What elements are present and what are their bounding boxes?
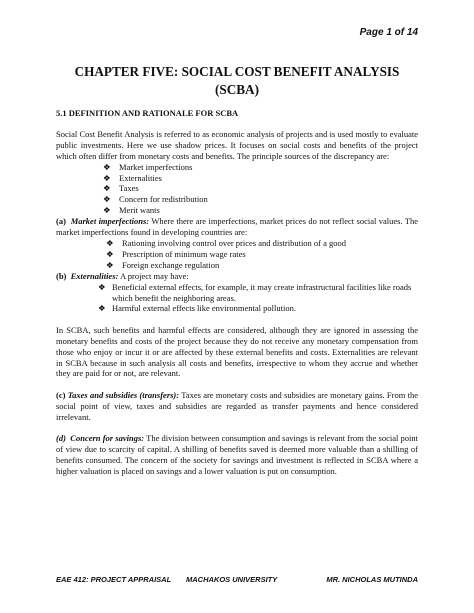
footer-course: EAE 412: PROJECT APPRAISAL [56, 575, 172, 584]
scba-externalities-paragraph: In SCBA, such benefits and harmful effects are considered, although they are ignored in assessing the monetary benefits and costs of the project because they do not receive any monetary compensation from those who enjoy or incur it or are affected by these external benefits and costs. Externalities are relevant in SCBA because in such analysis all costs and benefits, irrespective to whom they accrue and whether they are paid for or not, are relevant. [56, 324, 418, 379]
externalities-list [98, 282, 418, 315]
intro-paragraph: Social Cost Benefit Analysis is referred to as economic analysis of projects and is used mostly to evaluate public investments. Here we use shadow prices. It focuses on social costs and benefits of the project which often differ from monetary costs and benefits. The principle sources of the discrepancy are: [56, 128, 418, 161]
chapter-title-line-1: CHAPTER FIVE: SOCIAL COST BENEFIT ANALYSIS [74, 64, 400, 79]
list-item: ❖ Harmful external effects like environmental pollution. [98, 303, 296, 314]
diamond-bullet-icon: ❖ [103, 161, 111, 172]
savings-label: (d) [56, 433, 66, 444]
sources-list [103, 162, 418, 217]
diamond-bullet-icon: ❖ [103, 172, 111, 183]
document-body [56, 108, 418, 477]
savings-paragraph: (d) Concern for savings: The division between consumption and savings is relevant from the social point of view due to scarcity of capital. A shilling of benefits saved is deemed more valuable than a shilling of benefits consumed. The concern of the society for savings and investment is reflected in SCBA where a higher valuation is placed on savings and a lower valuation is put on consumption. [56, 433, 418, 476]
diamond-bullet-icon: ❖ [106, 259, 114, 270]
list-item: ❖ Taxes [103, 183, 139, 194]
diamond-bullet-icon: ❖ [103, 183, 111, 194]
chapter-title-line-2: (SCBA) [215, 81, 259, 97]
list-item: ❖ Prescription of minimum wage rates [106, 248, 246, 259]
savings-title: Concern for savings: [70, 433, 145, 444]
market-imperfections-title: Market imperfections: [70, 216, 150, 227]
footer-university: MACHAKOS UNIVERSITY [186, 575, 278, 584]
list-item: ❖ Concern for redistribution [103, 194, 208, 205]
list-item: ❖ Foreign exchange regulation [106, 259, 220, 270]
diamond-bullet-icon: ❖ [106, 248, 114, 259]
list-item: ❖ Merit wants [103, 205, 160, 216]
externalities-title: Externalities: [70, 270, 119, 281]
list-item: ❖ Rationing involving control over prices and distribution of a good [106, 237, 347, 248]
externalities-paragraph: (b) Externalities: A project may have: [56, 270, 189, 281]
taxes-label: (c) [56, 389, 66, 400]
market-imperfections-label: (a) [56, 216, 66, 227]
diamond-bullet-icon: ❖ [103, 194, 111, 205]
diamond-bullet-icon: ❖ [106, 237, 114, 248]
list-item: ❖ Market imperfections [103, 161, 193, 172]
externalities-label: (b) [56, 270, 67, 281]
market-imperfections-list [106, 238, 418, 271]
diamond-bullet-icon: ❖ [98, 303, 106, 314]
market-imperfections-paragraph: (a) Market imperfections: Where there are imperfections, market prices do not reflect social values. The market imperfections found in developing countries are: [56, 216, 419, 238]
list-item: ❖ Externalities [103, 172, 162, 183]
page-number: Page 1 of 14 [359, 27, 418, 38]
taxes-title: Taxes and subsidies (transfers): [67, 389, 180, 400]
diamond-bullet-icon: ❖ [98, 281, 106, 292]
section-heading: 5.1 DEFINITION AND RATIONALE FOR SCBA [56, 108, 239, 118]
footer-author: MR. NICHOLAS MUTINDA [326, 575, 418, 584]
chapter-title [0, 63, 474, 98]
list-item: ❖ Beneficial external effects, for example, it may create infrastructural facilities like roads which benefit the neighboring areas. [98, 281, 412, 303]
taxes-paragraph: (c) Taxes and subsidies (transfers): Taxes are monetary costs and subsidies are monetary gains. From the social point of view, taxes and subsidies are regarded as transfer payments and hence considered irrelevant. [56, 389, 418, 422]
diamond-bullet-icon: ❖ [103, 205, 111, 216]
